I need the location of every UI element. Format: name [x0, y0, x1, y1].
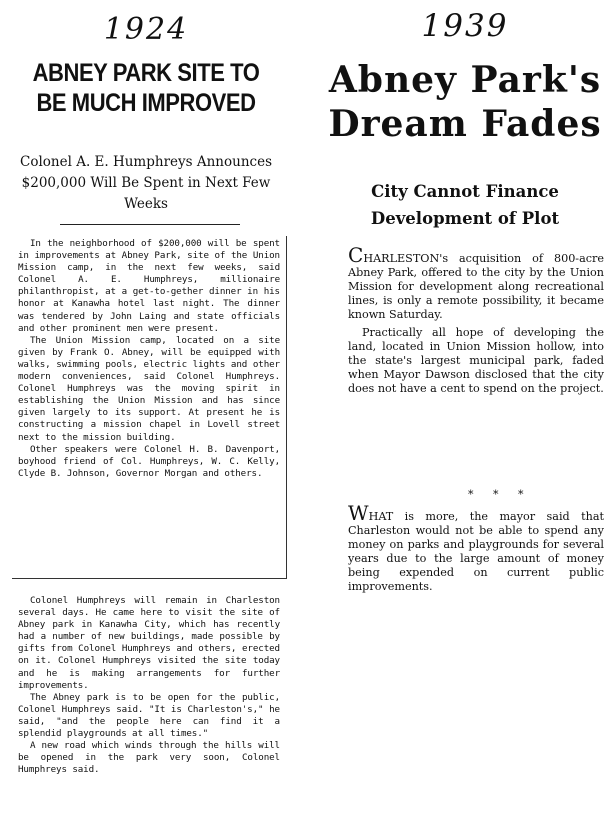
headline-1939: Abney Park's Dream Fades: [328, 59, 602, 145]
paragraph: In the neighborhood of $200,000 will be spent in improvements at Abney Park, site of the Union Mission camp, in the next few weeks, said Colonel A. E. Humphreys, millionaire philanthropist, at a get-to-gether dinner in his honor at Kanawha hotel last night. The dinner was tendered by John Laing and state officials and other prominent men were present.: [18, 238, 280, 334]
paragraph: WHAT is more, the mayor said that Charleston would not be able to spend any money on parks and playgrounds for several years due to the large amount of money being expended on current public improvements.: [348, 501, 604, 593]
boxed-body-1924: [18, 238, 280, 480]
paragraph: Other speakers were Colonel H. B. Davenport, boyhood friend of Col. Humphreys, W. C. Kelly, Clyde B. Johnson, Governor Morgan and others.: [18, 443, 280, 479]
year-label-1924: 1924: [103, 12, 189, 47]
paragraph: CHARLESTON's acquisition of 800-acre Abney Park, offered to the city by the Union Mission for development along recreational lines, is only a remote possibility, it became known Saturday.: [348, 243, 604, 321]
body-1939-closing: [348, 501, 604, 594]
subhead-1939: City Cannot Finance Development of Plot: [370, 182, 560, 228]
body-1939: [348, 243, 604, 396]
section-separator: * * *: [468, 488, 532, 501]
paragraph: The Union Mission camp, located on a site given by Frank O. Abney, will be equipped with walks, swimming pools, electric lights and other modern conveniences, said Colonel Humphreys. Colonel Humphreys was the moving spirit in establishing the Union Mission and has since given largely to its support. At present he is constructing a mission chapel in Lovell street next to the mission building.: [18, 334, 280, 443]
paragraph: A new road which winds through the hills will be opened in the park very soon, Colonel Humphreys said.: [18, 740, 280, 776]
body-1924: [18, 595, 280, 776]
drop-cap: W: [348, 501, 369, 525]
article-1939: [318, 0, 612, 830]
paragraph: The Abney park is to be open for the public, Colonel Humphreys said. "It is Charleston's," he said, "and the people here can find it a splendid playgrounds at all times.": [18, 691, 280, 740]
drop-cap: C: [348, 243, 364, 267]
divider: [60, 224, 240, 225]
paragraph: Colonel Humphreys will remain in Charleston several days. He came here to visit the site of Abney park in Kanawha City, which has recently had a number of new buildings, made possible by gifts from Colonel Humphreys and others, erected on it. Colonel Humphreys visited the site today and he is making arrangements for further improvements.: [18, 595, 280, 691]
subhead-1924: Colonel A. E. Humphreys Announces $200,000 Will Be Spent in Next Few Weeks: [20, 154, 272, 212]
paragraph: Practically all hope of developing the land, located in Union Mission hollow, into the state's largest municipal park, faded when Mayor Dawson disclosed that the city does not have a cent to spend on the project.: [348, 326, 604, 395]
headline-1924: ABNEY PARK SITE TO BE MUCH IMPROVED: [32, 59, 260, 117]
article-1924: [0, 0, 292, 830]
year-label-1939: 1939: [421, 8, 509, 44]
